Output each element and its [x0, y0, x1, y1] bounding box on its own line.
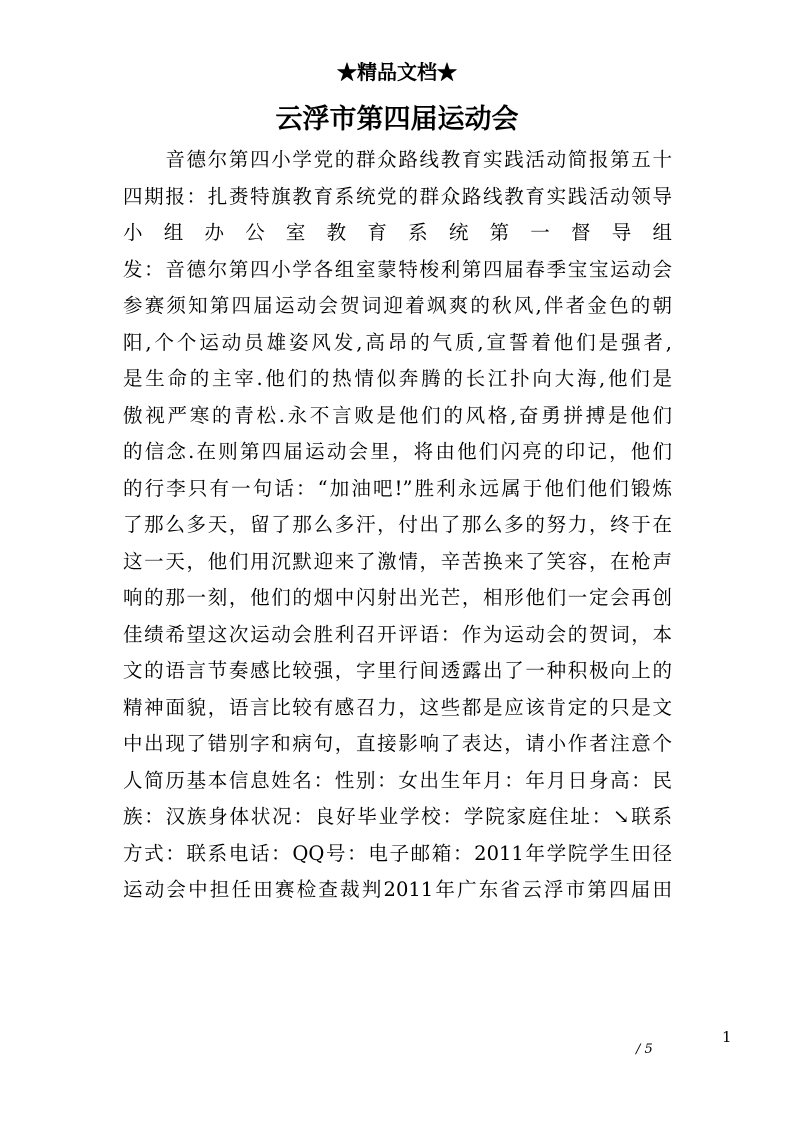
body-line: 的信念.在则第四届运动会里，将由他们闪亮的印记，他们: [123, 440, 672, 463]
body-line: 参赛须知第四届运动会贺词迎着飒爽的秋风,伴者金色的朝: [123, 294, 672, 317]
page-total: / 5: [636, 1042, 653, 1057]
body-line: 运动会中担任田赛检查裁判2011年广东省云浮市第四届田: [123, 878, 672, 901]
body-line: 佳绩希望这次运动会胜利召开评语：作为运动会的贺词，本: [123, 622, 672, 646]
body-line: 傲视严寒的青松.永不言败是他们的风格,奋勇拼搏是他们: [123, 403, 672, 427]
body-line: 阳,个个运动员雄姿风发,高昂的气质,宣誓着他们是强者,: [123, 330, 672, 354]
body-line: 响的那一刻，他们的烟中闪射出光芒，相形他们一定会再创: [123, 586, 672, 609]
body-line: 中出现了错别字和病句，直接影响了表达，请小作者注意个: [123, 732, 672, 755]
body-line: 是生命的主宰.他们的热情似奔腾的长江扑向大海,他们是: [123, 367, 672, 390]
body-line: 人简历基本信息姓名：性别：女出生年月：年月日身高：民: [123, 768, 672, 792]
body-line: 四期报：扎赉特旗教育系统党的群众路线教育实践活动领导: [123, 184, 672, 208]
body-line: 精神面貌，语言比较有感召力，这些都是应该肯定的只是文: [123, 695, 672, 719]
document-title: 云浮市第四届运动会: [275, 104, 519, 135]
body-line: 这一天，他们用沉默迎来了激情，辛苦换来了笑容，在枪声: [123, 549, 672, 573]
body-line: 小 组 办 公 室 教 育 系 统 第 一 督 导 组: [123, 221, 672, 244]
body-line: 族：汉族身体状况：良好毕业学校：学院家庭住址：↘联系: [123, 805, 672, 828]
body-line: 了那么多天，留了那么多汗，付出了那么多的努力，终于在: [123, 513, 672, 536]
document-body: [123, 142, 672, 909]
body-line: 发：音德尔第四小学各组室蒙特梭利第四届春季宝宝运动会: [123, 257, 672, 281]
body-line: 的行李只有一句话：“加油吧!”胜利永远属于他们他们锻炼: [123, 476, 672, 500]
body-line: 音德尔第四小学党的群众路线教育实践活动简报第五十: [123, 148, 672, 171]
document-header: ★精品文档★: [337, 60, 457, 84]
page-number: 1: [722, 1028, 732, 1046]
body-line: 文的语言节奏感比较强，字里行间透露出了一种积极向上的: [123, 659, 672, 682]
body-line: 方式：联系电话：QQ号：电子邮箱：2011年学院学生田径: [123, 841, 672, 865]
